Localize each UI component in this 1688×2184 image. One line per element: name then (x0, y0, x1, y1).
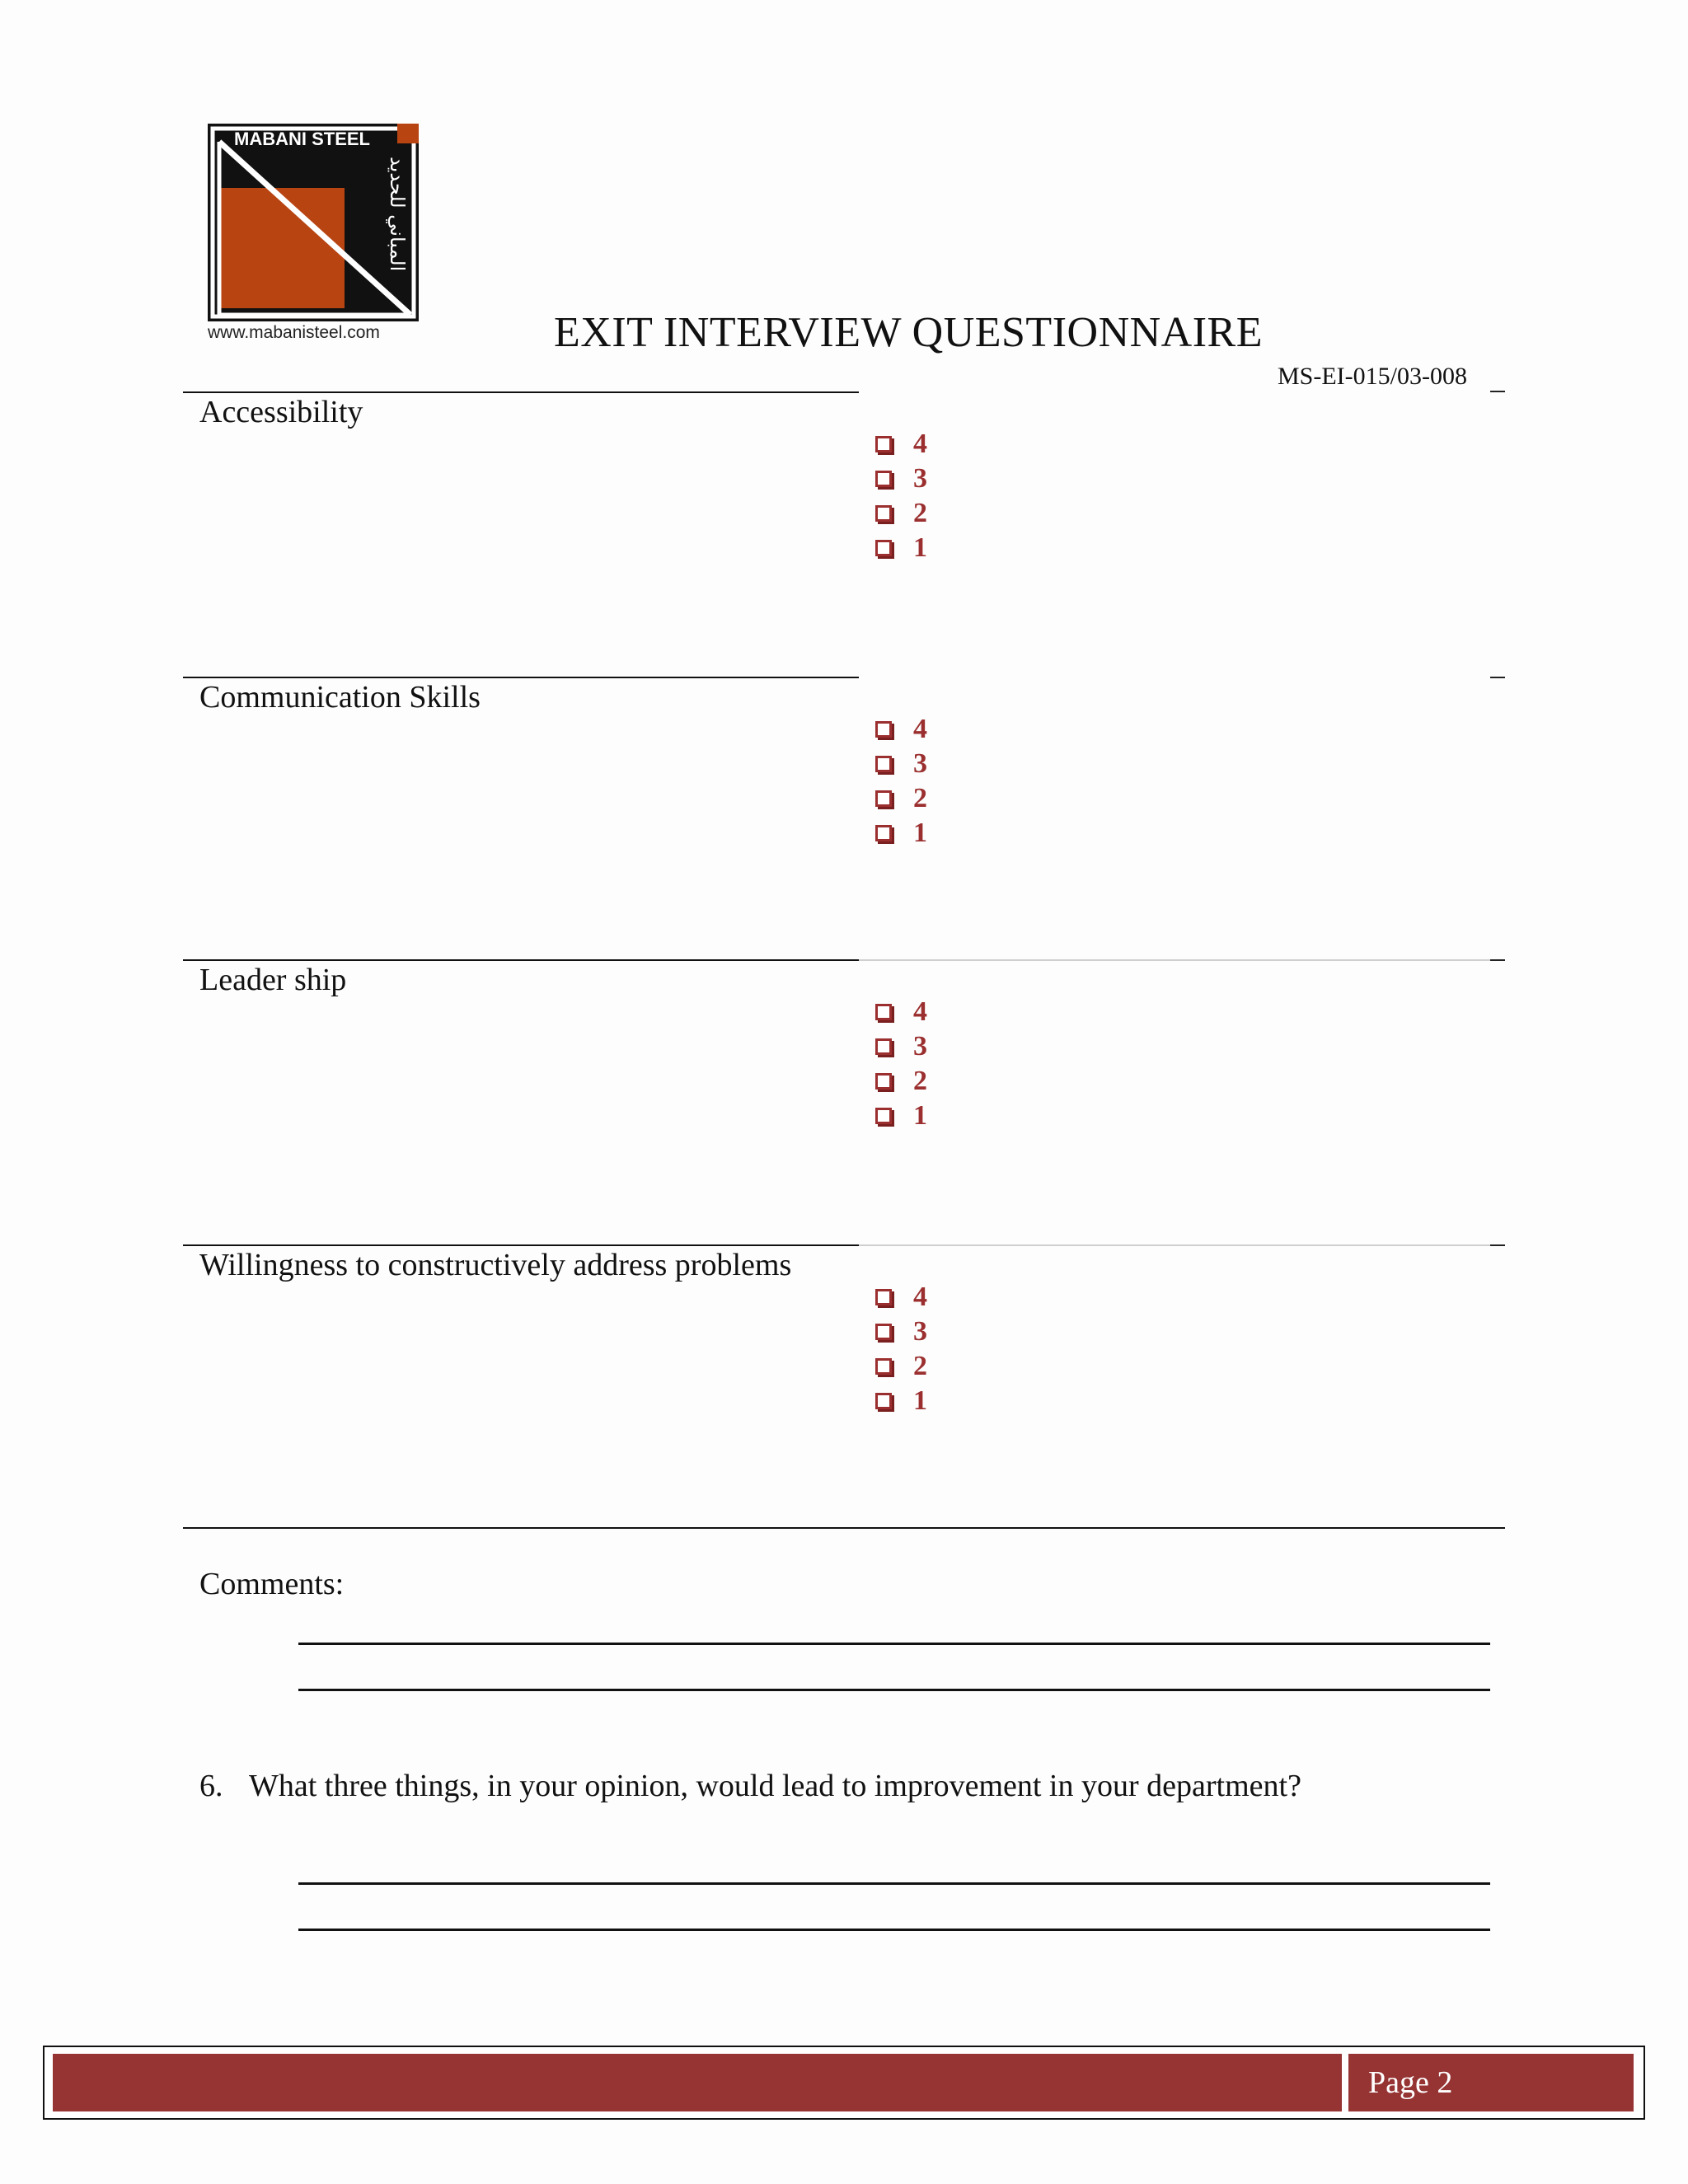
comments-answer-line[interactable] (298, 1643, 1490, 1645)
rating-option[interactable]: 2 (875, 1064, 927, 1099)
checkbox-icon[interactable] (875, 540, 892, 556)
checkbox-icon[interactable] (875, 1289, 892, 1305)
footer-bar (53, 2054, 1342, 2111)
rating-option[interactable]: 3 (875, 747, 927, 781)
page-number: Page 2 (1348, 2054, 1634, 2111)
question-number: 6. (199, 1769, 223, 1803)
section-divider-light (859, 959, 1490, 961)
checkbox-icon[interactable] (875, 756, 892, 772)
rating-label-willingness: Willingness to constructively address problems (199, 1248, 792, 1282)
comments-label: Comments: (199, 1567, 345, 1601)
rating-option[interactable]: 2 (875, 496, 927, 531)
rating-option[interactable]: 1 (875, 816, 927, 851)
checkbox-icon[interactable] (875, 1004, 892, 1020)
logo-arabic-text: المباني للحديد (386, 157, 409, 272)
rating-scale-leadership (875, 995, 927, 1133)
rating-scale-accessibility (875, 427, 927, 565)
rating-option[interactable]: 4 (875, 427, 927, 462)
section-divider (183, 1527, 1505, 1529)
checkbox-icon[interactable] (875, 790, 892, 807)
rating-option[interactable]: 3 (875, 1029, 927, 1064)
section-divider (183, 959, 859, 961)
rating-scale-willingness (875, 1280, 927, 1418)
rating-option[interactable]: 3 (875, 462, 927, 496)
question-text: What three things, in your opinion, would lead to improvement in your department? (249, 1769, 1301, 1803)
rating-option[interactable]: 1 (875, 1384, 927, 1418)
checkbox-icon[interactable] (875, 471, 892, 487)
question-6-answer-line[interactable] (298, 1882, 1490, 1885)
checkbox-icon[interactable] (875, 1393, 892, 1409)
rating-label-leadership: Leader ship (199, 963, 347, 997)
checkbox-icon[interactable] (875, 1358, 892, 1375)
company-url: www.mabanisteel.com (208, 323, 380, 342)
section-divider (183, 1244, 859, 1246)
rating-option[interactable]: 4 (875, 1280, 927, 1315)
rating-option[interactable]: 3 (875, 1315, 927, 1349)
checkbox-icon[interactable] (875, 1108, 892, 1124)
checkbox-icon[interactable] (875, 825, 892, 841)
checkbox-icon[interactable] (875, 1038, 892, 1055)
company-logo (208, 124, 419, 321)
rating-scale-communication (875, 712, 927, 851)
rating-option[interactable]: 2 (875, 1349, 927, 1384)
rating-label-communication: Communication Skills (199, 680, 481, 715)
section-divider (183, 391, 859, 393)
section-dash (1490, 1244, 1505, 1246)
rating-label-accessibility: Accessibility (199, 395, 363, 429)
logo-wordmark: MABANI STEEL (234, 129, 370, 149)
checkbox-icon[interactable] (875, 1073, 892, 1090)
question-6-answer-line[interactable] (298, 1929, 1490, 1931)
rating-option[interactable]: 2 (875, 781, 927, 816)
rating-option[interactable]: 4 (875, 712, 927, 747)
document-title: EXIT INTERVIEW QUESTIONNAIRE (554, 309, 1263, 356)
section-divider (183, 677, 859, 678)
checkbox-icon[interactable] (875, 505, 892, 522)
checkbox-icon[interactable] (875, 1324, 892, 1340)
page-footer (43, 2046, 1645, 2120)
rating-option[interactable]: 1 (875, 531, 927, 565)
section-dash (1490, 959, 1505, 961)
comments-answer-line[interactable] (298, 1689, 1490, 1691)
rating-option[interactable]: 1 (875, 1099, 927, 1133)
checkbox-icon[interactable] (875, 721, 892, 738)
document-code: MS-EI-015/03-008 (1278, 363, 1467, 390)
question-6 (199, 1768, 1301, 1804)
section-divider-light (859, 1244, 1490, 1246)
checkbox-icon[interactable] (875, 436, 892, 452)
header-dash (1490, 391, 1505, 392)
section-dash (1490, 677, 1505, 678)
rating-option[interactable]: 4 (875, 995, 927, 1029)
